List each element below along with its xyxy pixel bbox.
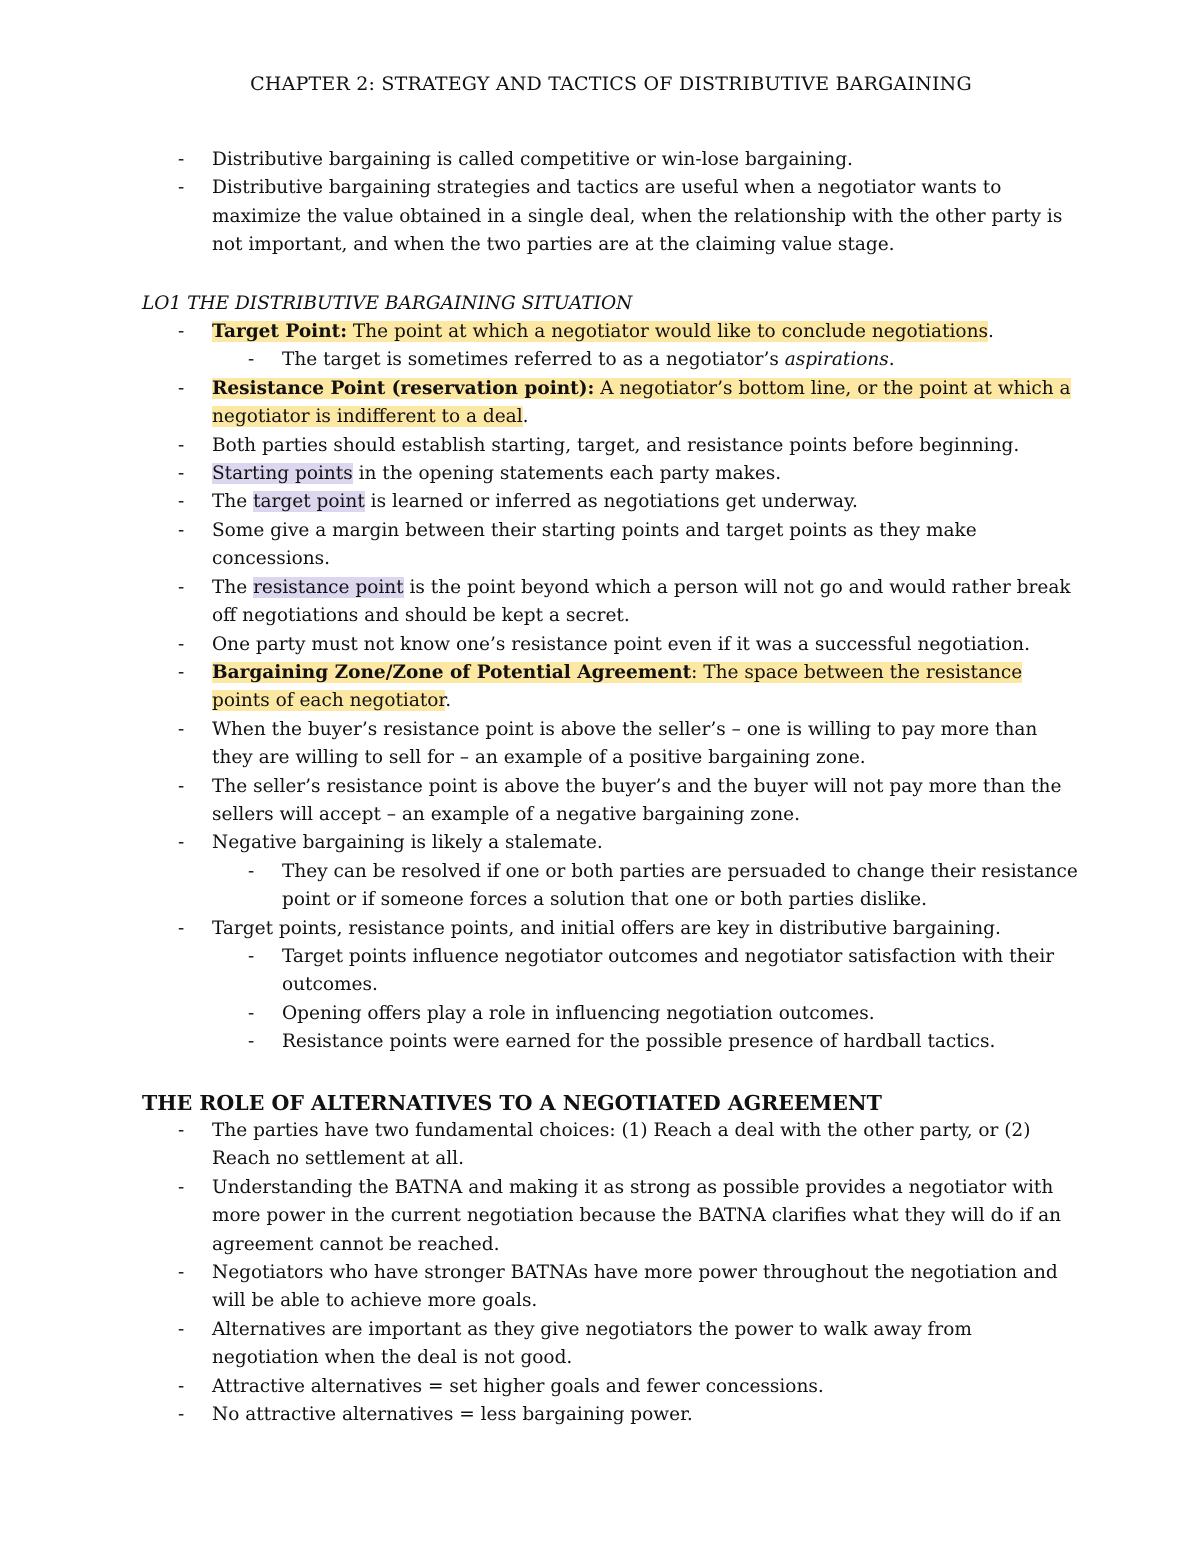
list-item: - Some give a margin between their starting points and target points as they make concessions.: [142, 517, 1080, 574]
section1-list: [142, 318, 1080, 1057]
sublist: [212, 858, 1080, 915]
list-item: - The seller’s resistance point is above the buyer’s and the buyer will not pay more than the sellers will accept – an example of a negative bargaining zone.: [142, 773, 1080, 830]
list-item: - Alternatives are important as they give negotiators the power to walk away from negotiation when the deal is not good.: [142, 1316, 1080, 1373]
list-item: - Opening offers play a role in influencing negotiation outcomes.: [212, 1000, 1080, 1028]
sublist: [212, 346, 1080, 374]
chapter-title: CHAPTER 2: STRATEGY AND TACTICS OF DISTRIBUTIVE BARGAINING: [250, 73, 972, 95]
list-item: [212, 346, 1080, 374]
target-point-term-highlight: target point: [253, 491, 365, 513]
aspirations-term: aspirations: [784, 349, 889, 371]
bargaining-zone-highlight: [212, 662, 1022, 711]
list-item: [142, 488, 1080, 516]
list-item: - When the buyer’s resistance point is above the seller’s – one is willing to pay more than they are willing to sell for – an example of a positive bargaining zone.: [142, 716, 1080, 773]
section-heading-lo1: LO1 THE DISTRIBUTIVE BARGAINING SITUATION: [142, 292, 633, 314]
text: The: [212, 576, 254, 598]
sublist: [212, 943, 1080, 1057]
list-item: - One party must not know one’s resistance point even if it was a successful negotiation.: [142, 631, 1080, 659]
bargaining-zone-definition: The space between the resistance points of each negotiator: [212, 661, 1023, 712]
list-item: - No attractive alternatives = less bargaining power.: [142, 1401, 1080, 1429]
section2-list: [142, 1117, 1080, 1429]
list-item: - Both parties should establish starting, target, and resistance points before beginning.: [142, 432, 1080, 460]
list-item: - Resistance points were earned for the possible presence of hardball tactics.: [212, 1028, 1080, 1056]
text: in the opening statements each party makes.: [352, 463, 782, 485]
starting-points-highlight: Starting points: [212, 463, 353, 485]
target-point-definition: The point at which a negotiator would like to conclude negotiations: [347, 321, 988, 343]
resistance-point-term: Resistance Point (reservation point):: [212, 377, 595, 399]
list-item-resistance-point: [142, 375, 1080, 432]
target-point-term: Target Point:: [212, 321, 348, 343]
list-item: - They can be resolved if one or both parties are persuaded to change their resistance point or if someone forces a solution that one or both parties dislike.: [212, 858, 1080, 915]
list-item: [142, 915, 1080, 1057]
list-item-bargaining-zone: [142, 659, 1080, 716]
section-heading-alternatives: THE ROLE OF ALTERNATIVES TO A NEGOTIATED AGREEMENT: [142, 1090, 882, 1115]
list-item: - Understanding the BATNA and making it as strong as possible provides a negotiator with more power in the current negotiation because the BATNA clarifies what they will do if an agreement cannot be reached.: [142, 1174, 1080, 1259]
list-item-target-point: [142, 318, 1080, 375]
target-point-highlight: [212, 321, 988, 342]
bargaining-zone-term: Bargaining Zone/Zone of Potential Agreement: [212, 661, 692, 683]
list-item: - Distributive bargaining is called competitive or win-lose bargaining.: [142, 146, 1080, 174]
resistance-point-definition: A negotiator’s bottom line, or the point at which a negotiator is indifferent to a deal: [212, 377, 1071, 428]
list-item: - Negotiators who have stronger BATNAs have more power throughout the negotiation and will be able to achieve more goals.: [142, 1259, 1080, 1316]
text: is learned or inferred as negotiations get underway.: [364, 491, 858, 513]
text: is the point beyond which a person will not go and would rather break off negotiations and should be kept a secret.: [212, 576, 1071, 627]
list-item: - Distributive bargaining strategies and tactics are useful when a negotiator wants to maximize the value obtained in a single deal, when the relationship with the other party is not important, and when the two parties are at the claiming value stage.: [142, 174, 1080, 259]
punctuation: :: [691, 661, 698, 683]
punctuation: .: [445, 690, 452, 712]
list-item: [142, 829, 1080, 914]
resistance-point-term-highlight: resistance point: [253, 576, 404, 598]
text: The: [212, 491, 254, 513]
text: The target is sometimes referred to as a negotiator’s: [282, 349, 785, 371]
punctuation: .: [888, 349, 895, 371]
list-item: - Attractive alternatives = set higher goals and fewer concessions.: [142, 1373, 1080, 1401]
punctuation: .: [987, 321, 994, 343]
resistance-point-highlight: [212, 378, 1071, 427]
list-item: - The parties have two fundamental choices: (1) Reach a deal with the other party, or (2) Reach no settlement at all.: [142, 1117, 1080, 1174]
list-item: [142, 460, 1080, 488]
list-item: - Target points influence negotiator outcomes and negotiator satisfaction with their outcomes.: [212, 943, 1080, 1000]
text: Negative bargaining is likely a stalemate.: [212, 832, 603, 854]
text: Target points, resistance points, and initial offers are key in distributive bargaining.: [212, 917, 1001, 939]
punctuation: .: [522, 406, 529, 428]
intro-list: [142, 146, 1080, 260]
list-item: [142, 574, 1080, 631]
